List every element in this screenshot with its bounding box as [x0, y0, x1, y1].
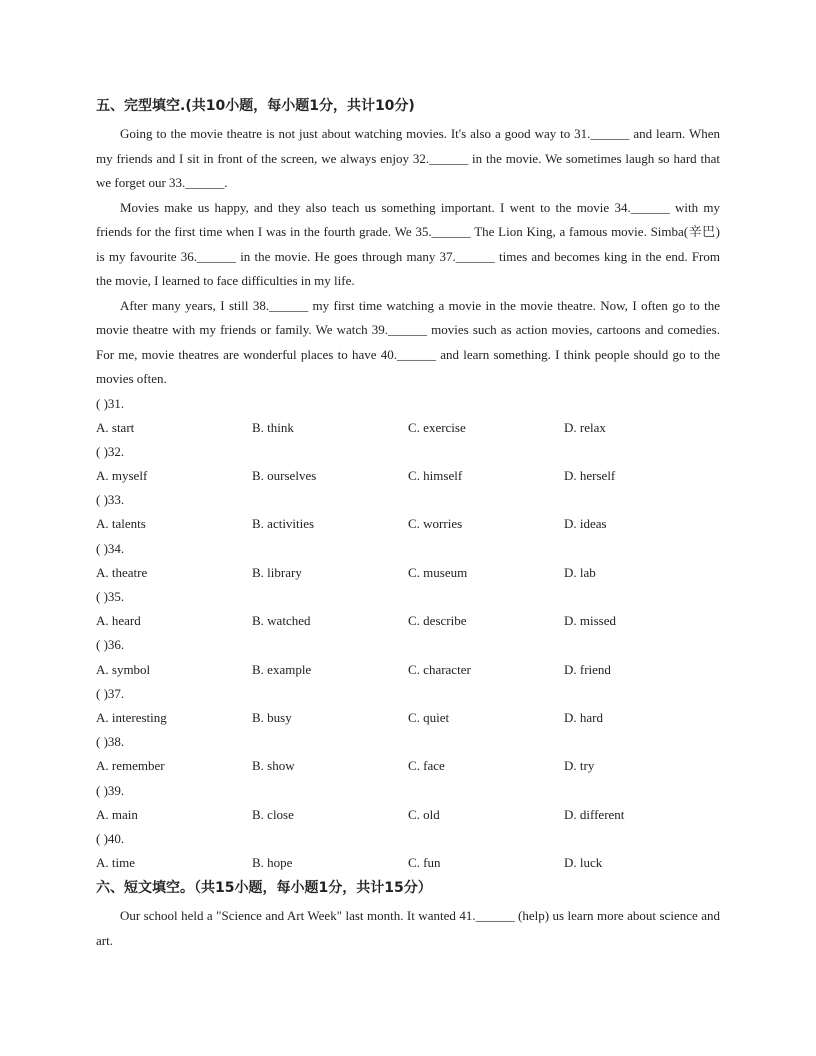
option-d: D. different — [564, 806, 625, 822]
question-39 — [96, 779, 720, 827]
option-d: D. missed — [564, 613, 616, 629]
option-b: B. close — [252, 806, 294, 822]
fill-in-paragraph: Our school held a "Science and Art Week" last month. It wanted 41.______ (help) us learn more about science and art. — [96, 908, 720, 948]
option-b: B. library — [252, 564, 302, 580]
option-d: D. herself — [564, 468, 616, 484]
question-number: ( )37. — [96, 685, 125, 701]
question-36 — [96, 633, 720, 681]
cloze-paragraph-1: Going to the movie theatre is not just about watching movies. It's also a good way to 31.______ and learn. When my friends and I sit in front of the screen, we always enjoy 32.______ in the movie. We sometimes laugh so hard that we forget our 33.______. — [96, 126, 720, 190]
question-number: ( )36. — [96, 637, 125, 653]
option-c: C. character — [408, 661, 471, 677]
option-d: D. lab — [564, 564, 596, 580]
option-a: A. theatre — [96, 564, 148, 580]
option-b: B. ourselves — [252, 468, 317, 484]
option-a: A. symbol — [96, 661, 151, 677]
cloze-paragraph-3: After many years, I still 38.______ my first time watching a movie in the movie theatre. Now, I often go to the movie theatre with my friends or family. We watch 39.______ movies such as action movies, cartoons and comedies. For me, movie theatres are wonderful places to have 40.______ and learn something. I think people should go to the movies often. — [96, 297, 720, 386]
option-d: D. try — [564, 758, 595, 774]
question-37 — [96, 682, 720, 730]
question-38 — [96, 730, 720, 778]
question-number: ( )35. — [96, 589, 125, 604]
option-c: C. fun — [408, 855, 441, 871]
section-5-title: 五、完型填空.(共10小题，每小题1分，共计10分) — [96, 98, 415, 114]
question-list — [96, 392, 720, 876]
option-d: D. luck — [564, 855, 603, 871]
option-a: A. interesting — [96, 709, 167, 725]
option-c: C. himself — [408, 468, 463, 484]
option-a: A. talents — [96, 516, 146, 532]
question-number: ( )34. — [96, 540, 125, 556]
question-number: ( )32. — [96, 443, 125, 459]
option-b: B. busy — [252, 709, 292, 725]
option-a: A. main — [96, 806, 138, 822]
option-c: C. museum — [408, 564, 468, 580]
question-number: ( )40. — [96, 830, 125, 846]
option-c: C. old — [408, 806, 440, 822]
cloze-paragraph-2: Movies make us happy, and they also teach us something important. I went to the movie 34.______ with my friends for the first time when I was in the fourth grade. We 35.______ The Lion King, a famous movie. Simba(辛巴) is my favourite 36.______ in the movie. He goes through many 37.______ times and becomes king in the end. From the movie, I learned to face difficulties in my life. — [96, 199, 720, 288]
option-d: D. friend — [564, 661, 611, 677]
option-b: B. example — [252, 661, 312, 677]
option-c: C. quiet — [408, 709, 450, 725]
document-content — [96, 94, 720, 953]
question-number: ( )39. — [96, 782, 125, 798]
question-33 — [96, 488, 720, 536]
question-40 — [96, 827, 720, 875]
section-6-title: 六、短文填空。（共15小题，每小题1分，共计15分） — [96, 880, 432, 897]
option-c: C. face — [408, 758, 445, 774]
question-number: ( )33. — [96, 492, 125, 508]
question-number: ( )31. — [96, 395, 125, 411]
question-number: ( )38. — [96, 734, 125, 750]
option-b: B. watched — [252, 613, 311, 629]
option-a: A. heard — [96, 613, 141, 629]
question-34 — [96, 537, 720, 585]
option-d: D. hard — [564, 709, 603, 725]
option-c: C. describe — [408, 613, 467, 629]
option-b: B. hope — [252, 855, 293, 871]
option-a: A. start — [96, 419, 135, 435]
option-c: C. exercise — [408, 419, 466, 435]
option-a: A. remember — [96, 758, 165, 774]
option-d: D. ideas — [564, 516, 607, 532]
option-a: A. time — [96, 855, 135, 871]
option-d: D. relax — [564, 419, 606, 435]
option-b: B. show — [252, 758, 295, 774]
option-a: A. myself — [96, 468, 148, 484]
question-31 — [96, 392, 720, 440]
question-35 — [96, 585, 720, 633]
option-b: B. think — [252, 419, 294, 435]
option-b: B. activities — [252, 516, 315, 532]
question-32 — [96, 440, 720, 488]
option-c: C. worries — [408, 516, 463, 532]
